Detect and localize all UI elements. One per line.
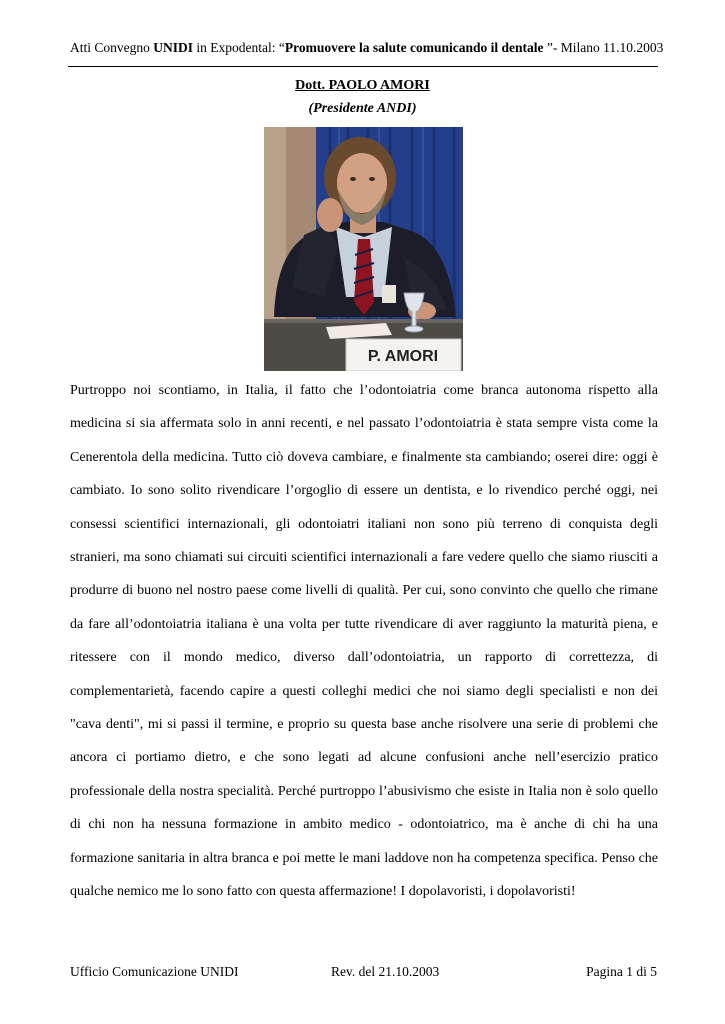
author-role: (Presidente ANDI) — [308, 101, 417, 116]
nameplate-label: P. AMORI — [367, 348, 439, 365]
header-suffix: ”- Milano 11.10.2003 — [543, 40, 664, 55]
footer-office: Ufficio Comunicazione UNIDI — [70, 964, 239, 979]
header-prefix: Atti Convegno — [70, 40, 154, 55]
body-paragraph: Purtroppo noi scontiamo, in Italia, il fatto che l’odontoiatria come branca autonoma rispetto alla medicina si sia affermata solo in anni recenti, e nel passato l’odontoiatria è stata sempre vista come la Cenerentola della medicina. Tutto ciò doveva cambiare, e finalmente sta cambiando; oserei dire: oggi è cambiato. Io sono solito rivendicare l’orgoglio di essere un dentista, e lo rivendico perché oggi, nei consessi scientifici internazionali, gli odontoiatri italiani non sono più terreno di conquista degli stranieri, ma sono chiamati sui circuiti scientifici internazionali a fare vedere quello che siamo riusciti a produrre di buono nel nostro paese come livelli di qualità. Per cui, sono convinto che quello che rimane da fare all’odontoiatria italiana è una volta per tutte rivendicare di aver raggiunto la maturità piena, e ritessere con il mondo medico, diverso dall’odontoiatria, un rapporto di correttezza, di complementarietà, facendo capire a questi colleghi medici che noi siamo degli specialisti e non dei "cava denti", mi si passi il termine, e proprio su questa base anche risolvere una serie di problemi che ancora ci portiamo dietro, e che sono legati ad alcune confusioni anche nell’esercizio pratico professionale della nostra specialità. Perché purtroppo l’abusivismo che esiste in Italia non è solo quello di chi non ha nessuna formazione in ambito medico - odontoiatrico, ma è anche di chi ha una formazione sanitaria in altra branca e poi mette le mani laddove non ha competenza specifica. Penso che qualche nemico me lo sono fatto con questa affermazione! I dopolavoristi, i dopolavoristi! — [70, 383, 658, 900]
header-org: UNIDI — [153, 40, 194, 55]
page-header — [70, 40, 664, 56]
speaker-photo — [264, 127, 463, 371]
header-event-title: Promuovere la salute comunicando il dentale — [284, 40, 544, 55]
header-divider — [68, 66, 658, 67]
author-name: Dott. PAOLO AMORI — [295, 78, 430, 93]
footer-page-number: Pagina 1 di 5 — [586, 964, 657, 979]
footer-revision: Rev. del 21.10.2003 — [331, 964, 440, 979]
header-middle: in Expodental: “ — [193, 40, 285, 55]
